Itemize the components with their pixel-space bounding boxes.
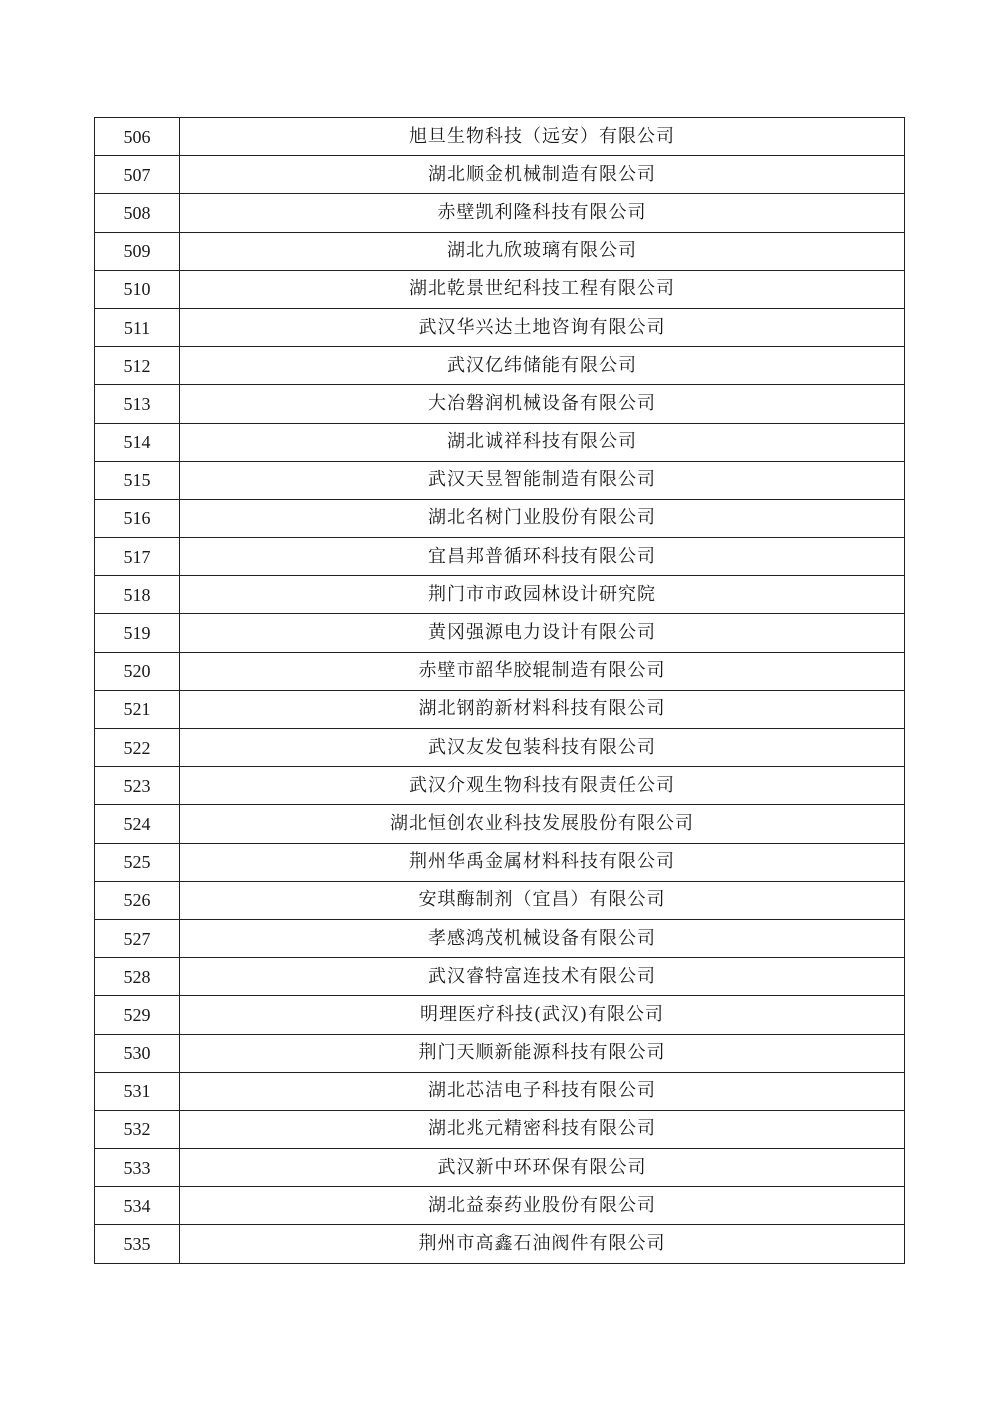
company-name-cell: 武汉天昱智能制造有限公司 [180,461,905,499]
row-number-cell: 514 [95,423,180,461]
company-name-cell: 湖北兆元精密科技有限公司 [180,1110,905,1148]
table-row [95,461,905,499]
row-number-cell: 506 [95,118,180,156]
row-number-cell: 515 [95,461,180,499]
row-number-cell: 534 [95,1187,180,1225]
row-number-cell: 512 [95,347,180,385]
company-name-cell: 赤壁市韶华胶辊制造有限公司 [180,652,905,690]
company-name-cell: 明理医疗科技(武汉)有限公司 [180,996,905,1034]
table-row [95,270,905,308]
row-number-cell: 521 [95,690,180,728]
table-row [95,118,905,156]
table-row [95,690,905,728]
company-name-cell: 大冶磐润机械设备有限公司 [180,385,905,423]
company-list-table [94,117,905,1264]
company-name-cell: 赤壁凯利隆科技有限公司 [180,194,905,232]
row-number-cell: 526 [95,881,180,919]
table-row [95,805,905,843]
table-row [95,843,905,881]
row-number-cell: 525 [95,843,180,881]
table-row [95,385,905,423]
table-row [95,308,905,346]
row-number-cell: 520 [95,652,180,690]
table-row [95,652,905,690]
table-row [95,1034,905,1072]
row-number-cell: 527 [95,919,180,957]
company-name-cell: 湖北芯洁电子科技有限公司 [180,1072,905,1110]
row-number-cell: 531 [95,1072,180,1110]
company-name-cell: 荆门市市政园林设计研究院 [180,576,905,614]
table-row [95,729,905,767]
company-name-cell: 黄冈强源电力设计有限公司 [180,614,905,652]
row-number-cell: 507 [95,156,180,194]
company-name-cell: 武汉亿纬储能有限公司 [180,347,905,385]
table-row [95,576,905,614]
company-name-cell: 武汉友发包装科技有限公司 [180,729,905,767]
row-number-cell: 528 [95,958,180,996]
company-name-cell: 武汉华兴达土地咨询有限公司 [180,308,905,346]
row-number-cell: 513 [95,385,180,423]
table-row [95,1149,905,1187]
row-number-cell: 511 [95,308,180,346]
company-name-cell: 安琪酶制剂（宜昌）有限公司 [180,881,905,919]
row-number-cell: 516 [95,499,180,537]
company-name-cell: 湖北恒创农业科技发展股份有限公司 [180,805,905,843]
company-name-cell: 荆州华禹金属材料科技有限公司 [180,843,905,881]
row-number-cell: 535 [95,1225,180,1263]
table-row [95,1225,905,1263]
company-name-cell: 湖北名树门业股份有限公司 [180,499,905,537]
row-number-cell: 533 [95,1149,180,1187]
table-row [95,1110,905,1148]
row-number-cell: 517 [95,538,180,576]
table-row [95,194,905,232]
row-number-cell: 524 [95,805,180,843]
table-row [95,499,905,537]
row-number-cell: 522 [95,729,180,767]
company-name-cell: 旭旦生物科技（远安）有限公司 [180,118,905,156]
company-name-cell: 武汉新中环环保有限公司 [180,1149,905,1187]
row-number-cell: 508 [95,194,180,232]
row-number-cell: 519 [95,614,180,652]
table-row [95,232,905,270]
company-name-cell: 湖北益泰药业股份有限公司 [180,1187,905,1225]
table-row [95,1072,905,1110]
table-row [95,919,905,957]
company-name-cell: 湖北九欣玻璃有限公司 [180,232,905,270]
row-number-cell: 530 [95,1034,180,1072]
table-row [95,156,905,194]
company-name-cell: 湖北钢韵新材料科技有限公司 [180,690,905,728]
company-name-cell: 湖北诚祥科技有限公司 [180,423,905,461]
table-row [95,958,905,996]
company-name-cell: 武汉睿特富连技术有限公司 [180,958,905,996]
company-name-cell: 湖北顺金机械制造有限公司 [180,156,905,194]
table-row [95,423,905,461]
row-number-cell: 518 [95,576,180,614]
row-number-cell: 509 [95,232,180,270]
company-name-cell: 荆门天顺新能源科技有限公司 [180,1034,905,1072]
table-row [95,881,905,919]
table-row [95,538,905,576]
row-number-cell: 523 [95,767,180,805]
company-name-cell: 武汉介观生物科技有限责任公司 [180,767,905,805]
row-number-cell: 532 [95,1110,180,1148]
table-row [95,347,905,385]
company-name-cell: 孝感鸿茂机械设备有限公司 [180,919,905,957]
table-row [95,1187,905,1225]
table-row [95,996,905,1034]
table-body [95,118,905,1264]
company-name-cell: 湖北乾景世纪科技工程有限公司 [180,270,905,308]
company-name-cell: 荆州市高鑫石油阀件有限公司 [180,1225,905,1263]
table-row [95,767,905,805]
row-number-cell: 510 [95,270,180,308]
table-row [95,614,905,652]
row-number-cell: 529 [95,996,180,1034]
company-name-cell: 宜昌邦普循环科技有限公司 [180,538,905,576]
